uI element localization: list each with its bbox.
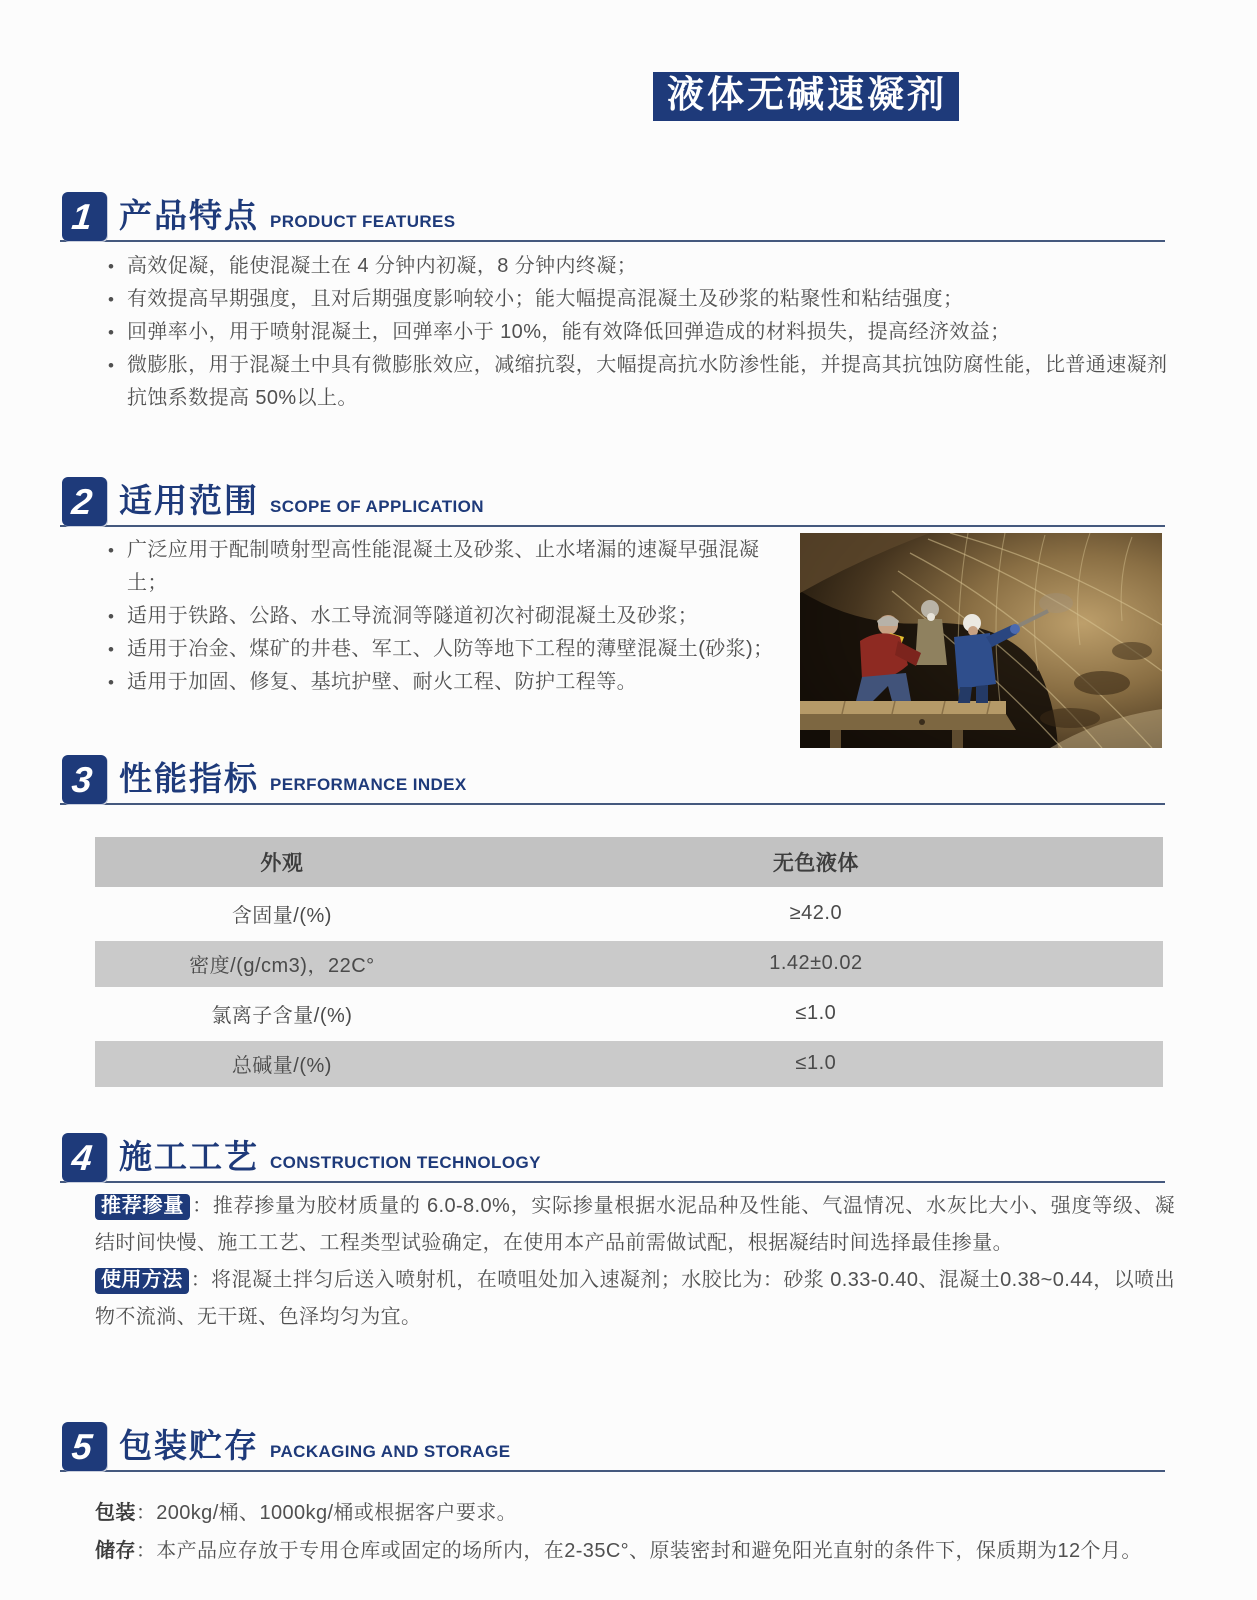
storage-label: 储存 — [95, 1540, 136, 1562]
section-1-titles — [119, 190, 456, 237]
section-2-titles — [119, 475, 484, 522]
section-2-header — [60, 475, 1165, 527]
section-1-number-badge — [62, 192, 107, 241]
section-4-header — [60, 1131, 1165, 1183]
section-1-header — [60, 190, 1165, 242]
table-header-row — [95, 837, 1163, 887]
section-title-zh: 包装贮存 — [119, 1427, 259, 1464]
tunnel-photo-graphic — [800, 533, 1162, 748]
section-title-zh: 施工工艺 — [119, 1138, 259, 1175]
list-item: • 适用于加固、修复、基坑护壁、耐火工程、防护工程等。 — [100, 666, 795, 699]
paragraph-text: ：将混凝土拌匀后送入喷射机，在喷咀处加入速凝剂；水胶比为：砂浆 0.33-0.40、混凝土0.38~0.44，以喷出物不流淌、无干斑、色泽均匀为宜。 — [95, 1269, 1175, 1328]
section-title-en: PRODUCT FEATURES — [270, 212, 456, 231]
table-cell-label: 氯离子含量/(%) — [211, 1005, 353, 1027]
product-features-list — [100, 250, 1175, 415]
section-5-header — [60, 1420, 1165, 1472]
section-number: 3 — [70, 758, 95, 800]
page-title: 液体无碱速凝剂 — [653, 72, 959, 121]
section-5-number-badge — [62, 1422, 107, 1471]
table-cell-label: 总碱量/(%) — [95, 1041, 469, 1087]
section-title-en: CONSTRUCTION TECHNOLOGY — [270, 1153, 541, 1172]
table-cell-value: ≤1.0 — [469, 1041, 1163, 1087]
dosage-label-badge: 推荐掺量 — [95, 1194, 190, 1220]
section-number: 5 — [70, 1425, 95, 1467]
section-2-number-badge — [62, 477, 107, 526]
packaging-label: 包装 — [95, 1502, 136, 1524]
section-title-zh: 产品特点 — [119, 197, 259, 234]
list-item: • 有效提高早期强度，且对后期强度影响较小；能大幅提高混凝土及砂浆的粘聚性和粘结强度； — [100, 283, 1175, 316]
table-cell-value: 1.42±0.02 — [469, 941, 1163, 987]
storage-line — [95, 1532, 1175, 1570]
section-title-en: SCOPE OF APPLICATION — [270, 497, 484, 516]
table-row — [95, 1041, 1163, 1087]
dosage-paragraph — [95, 1188, 1175, 1262]
packaging-value: ：200kg/桶、1000kg/桶或根据客户要求。 — [135, 1502, 518, 1524]
paragraph-text: ：推荐掺量为胶材质量的 6.0-8.0%，实际掺量根据水泥品种及性能、气温情况、水灰比大小、强度等级、凝结时间快慢、施工工艺、工程类型试验确定，在使用本产品前需做试配，根据凝结时间选择最佳掺量。 — [95, 1195, 1175, 1254]
table-cell-label: 密度/(g/cm3)，22C° — [95, 941, 469, 987]
table-row — [95, 991, 1163, 1037]
list-item: • 广泛应用于配制喷射型高性能混凝土及砂浆、止水堵漏的速凝早强混凝土； — [100, 534, 795, 600]
table-cell-value: ≤1.0 — [795, 1002, 837, 1024]
packaging-storage-text — [95, 1494, 1175, 1570]
construction-technology-text — [95, 1188, 1175, 1336]
section-title-en: PACKAGING AND STORAGE — [270, 1442, 511, 1461]
usage-paragraph — [95, 1262, 1175, 1336]
table-cell-label: 含固量/(%) — [231, 905, 332, 927]
list-item: • 回弹率小，用于喷射混凝土，回弹率小于 10%，能有效降低回弹造成的材料损失，提高经济效益； — [100, 316, 1175, 349]
list-item: • 微膨胀，用于混凝土中具有微膨胀效应，减缩抗裂，大幅提高抗水防渗性能，并提高其抗蚀防腐性能，比普通速凝剂抗蚀系数提高 50%以上。 — [100, 349, 1175, 415]
performance-index-table — [95, 833, 1163, 1091]
list-item: • 高效促凝，能使混凝土在 4 分钟内初凝，8 分钟内终凝； — [100, 250, 1175, 283]
section-3-number-badge — [62, 755, 107, 804]
section-3-header — [60, 753, 1165, 805]
packaging-line — [95, 1494, 1175, 1532]
tunnel-shotcrete-photo — [800, 533, 1162, 748]
section-5-titles — [119, 1420, 510, 1467]
list-item: • 适用于铁路、公路、水工导流洞等隧道初次衬砌混凝土及砂浆； — [100, 600, 795, 633]
section-number: 2 — [70, 480, 95, 522]
table-header-cell: 无色液体 — [469, 837, 1163, 887]
table-row — [95, 941, 1163, 987]
scope-of-application-list — [100, 534, 795, 699]
usage-label-badge: 使用方法 — [95, 1268, 189, 1294]
section-title-zh: 性能指标 — [119, 760, 259, 797]
section-4-titles — [119, 1131, 541, 1178]
section-number: 4 — [70, 1136, 95, 1178]
section-4-number-badge — [62, 1133, 107, 1182]
list-item: • 适用于冶金、煤矿的井巷、军工、人防等地下工程的薄壁混凝土(砂浆)； — [100, 633, 795, 666]
table-cell-value: ≥42.0 — [789, 902, 843, 924]
table-row — [95, 891, 1163, 937]
section-title-en: PERFORMANCE INDEX — [270, 775, 467, 794]
section-number: 1 — [70, 195, 95, 237]
storage-value: ：本产品应存放于专用仓库或固定的场所内，在2-35C°、原装密封和避免阳光直射的条件下，保质期为12个月。 — [135, 1540, 1142, 1562]
section-3-titles — [119, 753, 467, 800]
section-title-zh: 适用范围 — [119, 482, 259, 519]
table-header-cell: 外观 — [95, 837, 469, 887]
